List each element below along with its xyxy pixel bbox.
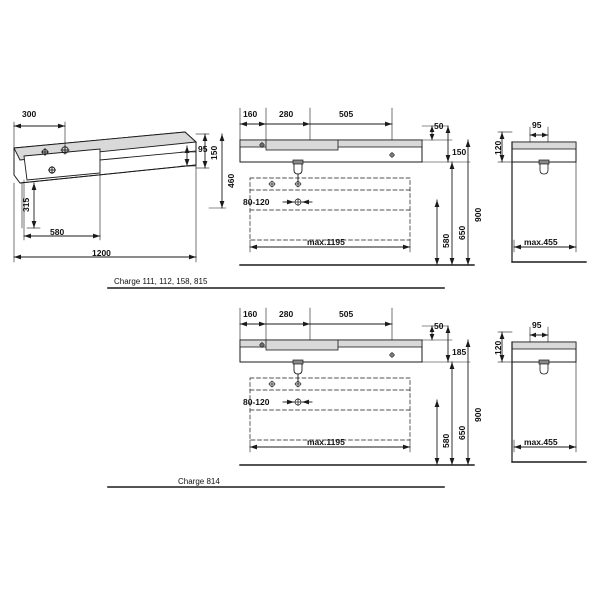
dim-fb-280: 280 [279,309,294,319]
dim-sb-95: 95 [532,320,542,330]
dim-ft-650: 650 [457,225,467,240]
dim-fb-50: 50 [434,321,444,331]
dim-ft-160: 160 [243,109,258,119]
dim-sb-max455: max.455 [524,437,558,447]
dim-st-max455: max.455 [524,237,558,247]
dim-fb-580: 580 [441,433,451,448]
dim-fb-505: 505 [339,309,354,319]
dim-ft-505: 505 [339,109,354,119]
dim-plan-1200: 1200 [92,248,111,258]
dim-plan-300: 300 [22,109,37,119]
caption-bottom: Charge 814 [178,477,220,486]
dim-fb-160: 160 [243,309,258,319]
dim-ft-150: 150 [452,147,467,157]
dim-plan-315: 315 [21,197,31,212]
dim-ft-280: 280 [279,109,294,119]
dim-fb-900: 900 [473,407,483,422]
dim-fb-80-120: 80-120 [243,397,270,407]
caption-top: Charge 111, 112, 158, 815 [114,277,208,286]
dim-ft-50: 50 [434,121,444,131]
dim-plan-95: 95 [198,144,208,154]
dim-ft-900: 900 [473,207,483,222]
dim-ft-580: 580 [441,233,451,248]
dim-fb-max1195: max.1195 [307,437,345,447]
dim-plan-580: 580 [50,227,65,237]
dim-sb-120: 120 [493,340,503,355]
dim-fb-650: 650 [457,425,467,440]
dim-ft-80-120: 80-120 [243,197,270,207]
dim-plan-460: 460 [226,173,236,188]
dim-st-95: 95 [532,120,542,130]
dim-ft-max1195: max.1195 [307,237,345,247]
dim-plan-150: 150 [209,145,219,160]
dim-fb-185: 185 [452,347,467,357]
dim-st-120: 120 [493,140,503,155]
